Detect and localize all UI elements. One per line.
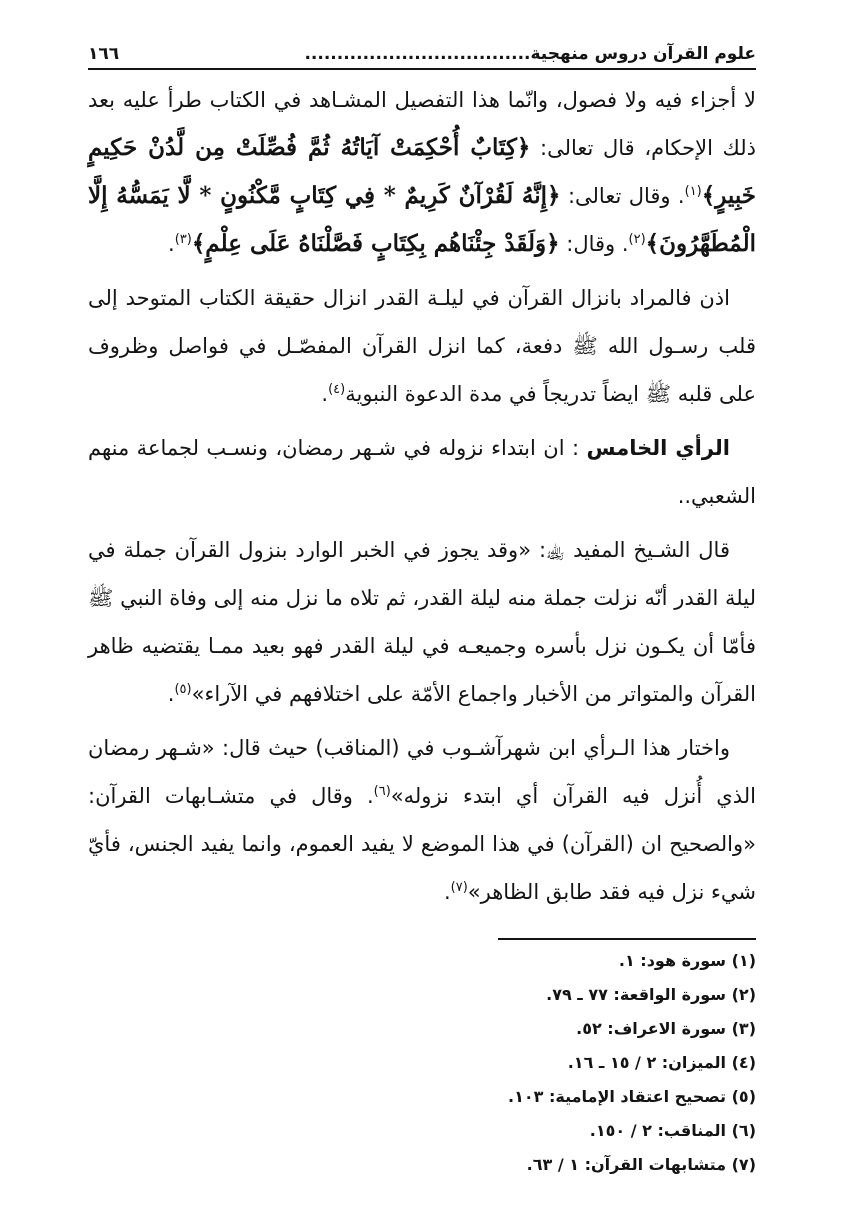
footnote-ref-6: (٦) — [373, 784, 391, 799]
p1-text-c: . وقال: — [559, 232, 629, 256]
footnote-5: (٥) تصحيح اعتقاد الإمامية: ١٠٣. — [508, 1087, 756, 1106]
running-title — [304, 44, 756, 64]
p1-text-b: . وقال تعالى: — [560, 184, 685, 208]
footnote-6: (٦) المناقب: ٢ / ١٥٠. — [589, 1121, 756, 1140]
footnote-4: (٤) الميزان: ٢ / ١٥ ـ ١٦. — [567, 1053, 756, 1072]
p4-text: قال الشـيخ المفيد ﵀: «وقد يجوز في الخبر الوارد بنزول القرآن جملة في ليلة القدر أنّه نزلت جملة منه ليلة القدر، ثم تلاه ما نزل منه إلى وفاة النبي ﷺ فأمّا أن يكـون نزل بأسره وجميعـه في ليلة القدر فهو بعيد ممـا يقتضيه ظاهر القرآن والمتواتر من الأخبار واجماع الأمّة على اختلافهم في الآراء» — [88, 538, 756, 706]
page-body — [88, 76, 756, 922]
p3-text: : ان ابتداء نزوله في شـهر رمضان، ونسـب لجماعة منهم الشعبي.. — [88, 436, 756, 508]
footnote-separator — [498, 938, 756, 940]
running-title-dots: ................................... — [304, 44, 531, 64]
footnote-3: (٣) سورة الاعراف: ٥٢. — [576, 1019, 756, 1038]
paragraph-3 — [88, 424, 756, 520]
p5-end: . — [443, 880, 451, 904]
quran-verse-2: ﴿إِنَّهُ لَقُرْآنٌ كَرِيمٌ * فِي كِتَابٍ مَّكْنُونٍ * لَّا يَمَسُّهُ إِلَّا الْمُطَهَّرُونَ﴾ — [88, 182, 756, 257]
footnote-ref-4: (٤) — [328, 382, 346, 397]
p1-text-a: لا أجزاء فيه ولا فصول، وانّما هذا التفصيل المشـاهد في الكتاب طرأ عليه بعد ذلك الإحكام، قال تعالى: — [88, 88, 756, 160]
footnote-ref-7: (٧) — [450, 880, 468, 895]
section-lead-fifth-opinion: الرأي الخامس — [586, 436, 730, 460]
p5-text-a: واختار هذا الـرأي ابن شهرآشـوب في (المناقب) حيث قال: «شـهر رمضان الذي أُنزل فيه القرآن أي ابتدء نزوله» — [88, 736, 756, 808]
page-number: ١٦٦ — [88, 44, 120, 64]
p4-end: . — [167, 682, 175, 706]
p5-text-b: . وقال في متشـابهات القرآن: «والصحيح ان (القرآن) في هذا الموضع لا يفيد العموم، وانما يفيد الجنس، فأيّ شيء نزل فيه فقد طابق الظاهر» — [88, 784, 756, 904]
running-title-text: علوم القرآن دروس منهجية — [530, 44, 756, 64]
p1-text-d: . — [168, 232, 175, 256]
footnote-ref-3: (٣) — [174, 232, 192, 247]
paragraph-1 — [88, 76, 756, 268]
footnote-7: (٧) متشابهات القرآن: ١ / ٦٣. — [526, 1155, 756, 1174]
p2-text: اذن فالمراد بانزال القرآن في ليلـة القدر انزال حقيقة الكتاب المتوحد إلى قلب رسـول الله ﷺ دفعة، كما انزل القرآن المفصّـل في فواصل وظروف على قلبه ﷺ ايضاً تدريجاً في مدة الدعوة النبوية — [88, 286, 756, 406]
footnotes — [88, 944, 756, 1182]
footnote-1: (١) سورة هود: ١. — [618, 951, 756, 970]
paragraph-2 — [88, 274, 756, 418]
quran-verse-3: ﴿وَلَقَدْ جِئْنَاهُم بِكِتَابٍ فَصَّلْنَاهُ عَلَى عِلْمٍ﴾ — [191, 230, 560, 257]
p2-end: . — [321, 382, 329, 406]
paragraph-4 — [88, 526, 756, 718]
paragraph-5 — [88, 724, 756, 916]
footnote-ref-1: (١) — [684, 184, 702, 199]
footnote-2: (٢) سورة الواقعة: ٧٧ ـ ٧٩. — [546, 985, 756, 1004]
footnote-ref-2: (٢) — [628, 232, 646, 247]
quran-verse-1: ﴿كِتَابٌ أُحْكِمَتْ آيَاتُهُ ثُمَّ فُصِّلَتْ مِن لَّدُنْ حَكِيمٍ خَبِيرٍ﴾ — [88, 134, 757, 209]
footnote-ref-5: (٥) — [174, 682, 192, 697]
page-header — [88, 34, 756, 70]
